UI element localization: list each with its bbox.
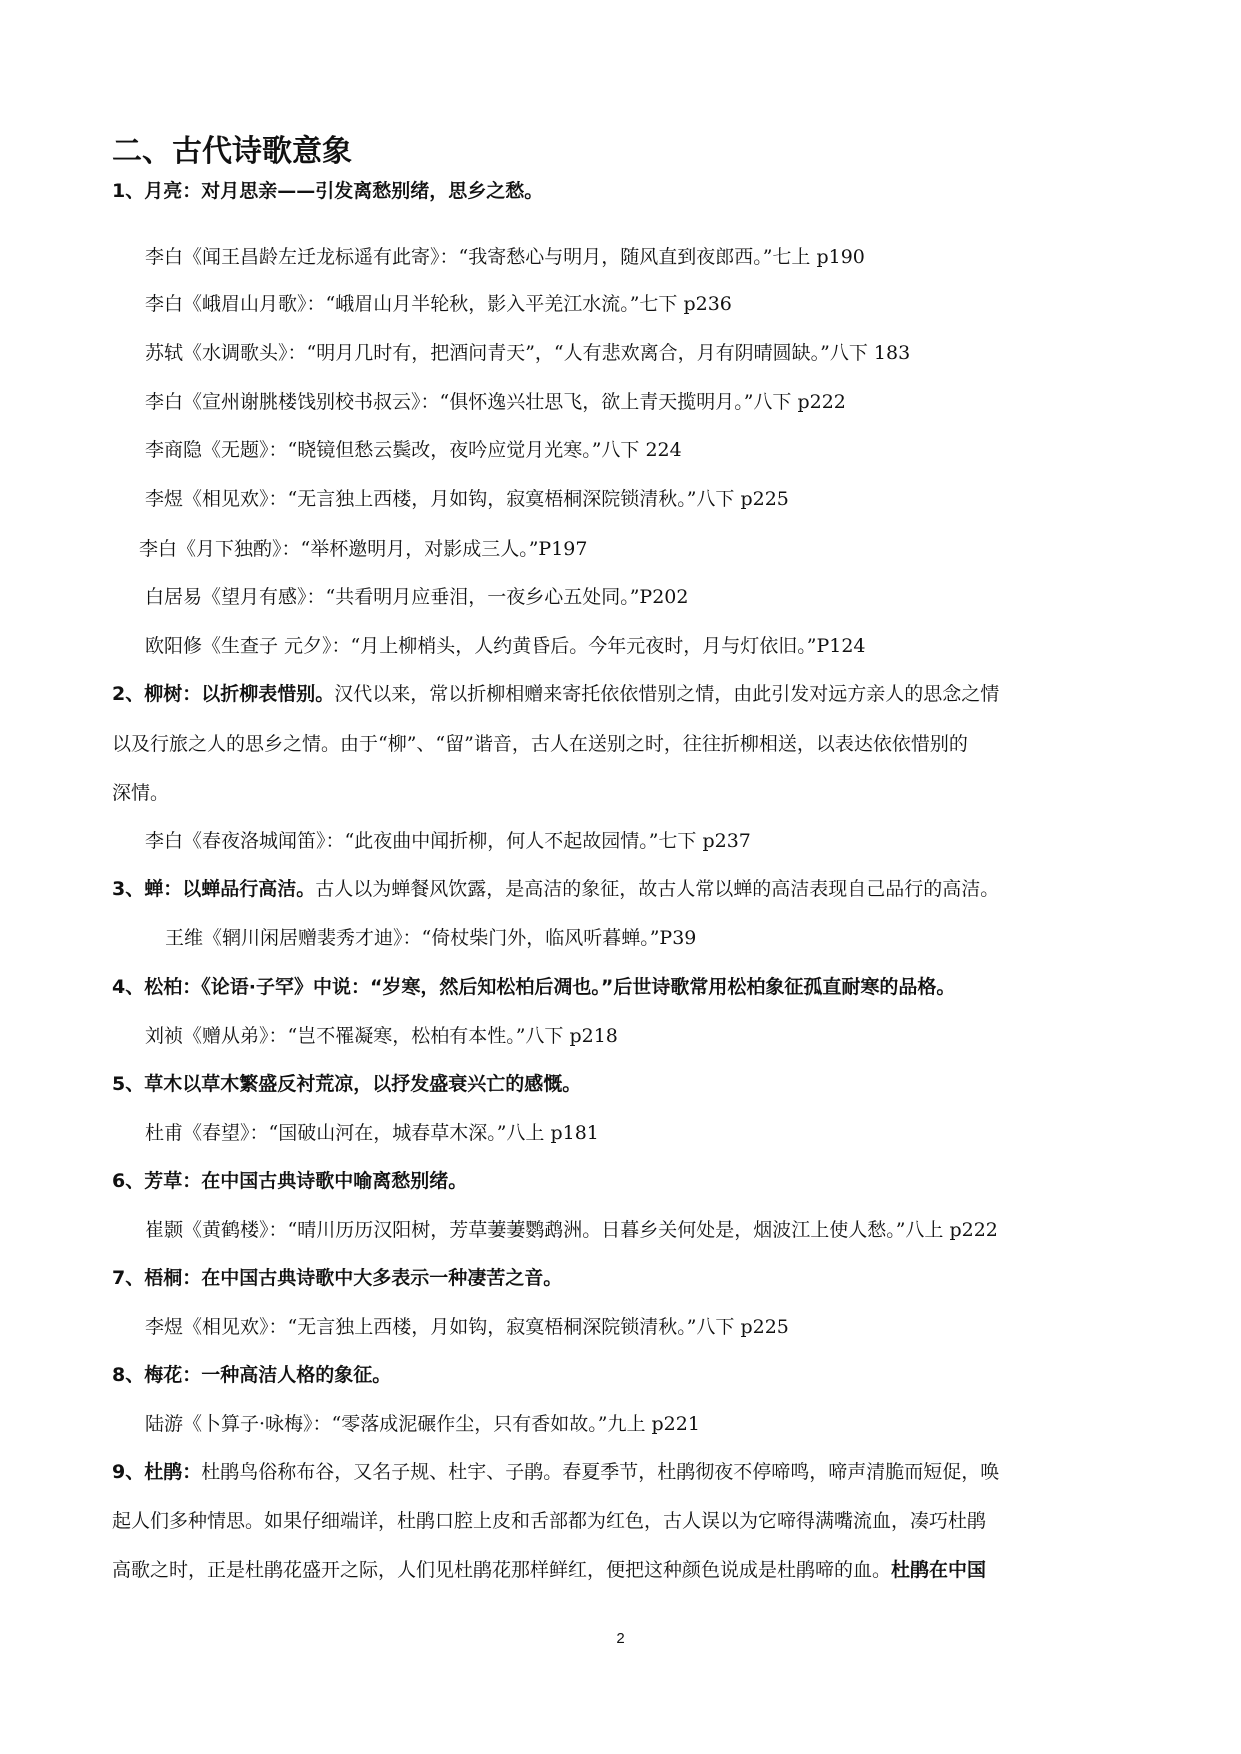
heading-2-willow-text: 汉代以来，常以折柳相赠来寄托依依惜别之情，由此引发对远方亲人的思念之情: [334, 683, 1000, 705]
heading-4-pine: 4、松柏：《论语·子罕》中说：“岁寒，然后知松柏后凋也。”后世诗歌常用松柏象征孤直耐寒的品格。: [112, 976, 956, 998]
quote-line: 苏轼《水调歌头》：“明月几时有，把酒问青天”，“人有悲欢离合，月有阴晴圆缺。”八下 183: [145, 342, 911, 364]
heading-5-grass: 5、草木以草木繁盛反衬荒凉，以抒发盛衰兴亡的感慨。: [112, 1073, 582, 1095]
heading-8-plum: 8、梅花：一种高洁人格的象征。: [112, 1364, 392, 1386]
paragraph-line: [112, 1557, 986, 1583]
heading-6-fragrant-grass: 6、芳草：在中国古典诗歌中喻离愁别绪。: [112, 1170, 468, 1192]
heading-9-cuckoo: [112, 1459, 999, 1485]
quote-line: 李白《峨眉山月歌》：“峨眉山月半轮秋，影入平羌江水流。”七下 p236: [145, 293, 732, 315]
page-number: 2: [616, 1630, 625, 1647]
quote-line: 李煜《相见欢》：“无言独上西楼，月如钩，寂寞梧桐深院锁清秋。”八下 p225: [145, 1316, 789, 1338]
quote-line: 刘祯《赠从弟》：“岂不罹凝寒，松柏有本性。”八下 p218: [145, 1025, 618, 1047]
quote-line: 杜甫《春望》：“国破山河在，城春草木深。”八上 p181: [145, 1122, 599, 1144]
quote-line: 李白《闻王昌龄左迁龙标遥有此寄》：“我寄愁心与明月，随风直到夜郎西。”七上 p190: [145, 246, 865, 268]
heading-2-willow-label: 2、柳树：以折柳表惜别。: [112, 683, 335, 705]
quote-line: 李商隐《无题》：“晓镜但愁云鬓改，夜吟应觉月光寒。”八下 224: [145, 439, 682, 461]
paragraph-line: 以及行旅之人的思乡之情。由于“柳”、“留”谐音，古人在送别之时，往往折柳相送，以表达依依惜别的: [112, 733, 968, 755]
quote-line: 王维《辋川闲居赠裴秀才迪》：“倚杖柴门外，临风听暮蝉。”P39: [165, 927, 697, 949]
heading-9-cuckoo-label: 9、杜鹃：: [112, 1461, 202, 1483]
heading-1-moon: 1、月亮：对月思亲——引发离愁别绪，思乡之愁。: [112, 180, 544, 202]
heading-7-parasol: 7、梧桐：在中国古典诗歌中大多表示一种凄苦之音。: [112, 1267, 563, 1289]
section-title: 二、古代诗歌意象: [112, 134, 352, 169]
quote-line: 李煜《相见欢》：“无言独上西楼，月如钩，寂寞梧桐深院锁清秋。”八下 p225: [145, 488, 789, 510]
paragraph-text: 高歌之时，正是杜鹃花盛开之际，人们见杜鹃花那样鲜红，便把这种颜色说成是杜鹃啼的血。: [112, 1559, 892, 1581]
paragraph-bold-text: 杜鹃在中国: [891, 1559, 987, 1581]
heading-3-cicada-text: 古人以为蝉餐风饮露，是高洁的象征，故古人常以蝉的高洁表现自己品行的高洁。: [315, 878, 1000, 900]
quote-line: 崔颢《黄鹤楼》：“晴川历历汉阳树，芳草萋萋鹦鹉洲。日暮乡关何处是，烟波江上使人愁。”八上 p222: [145, 1219, 998, 1241]
paragraph-line: 深情。: [112, 782, 170, 804]
quote-line: 白居易《望月有感》：“共看明月应垂泪，一夜乡心五处同。”P202: [145, 586, 689, 608]
heading-9-cuckoo-text: 杜鹃鸟俗称布谷，又名子规、杜宇、子鹃。春夏季节，杜鹃彻夜不停啼鸣，啼声清脆而短促，唤: [201, 1461, 1000, 1483]
quote-line: 李白《宣州谢朓楼饯别校书叔云》：“俱怀逸兴壮思飞，欲上青天揽明月。”八下 p222: [145, 391, 846, 413]
heading-3-cicada: [112, 876, 999, 902]
quote-line: 陆游《卜算子·咏梅》：“零落成泥碾作尘，只有香如故。”九上 p221: [145, 1413, 700, 1435]
quote-line: 李白《春夜洛城闻笛》：“此夜曲中闻折柳，何人不起故园情。”七下 p237: [145, 830, 751, 852]
quote-line: 欧阳修《生查子 元夕》：“月上柳梢头，人约黄昏后。今年元夜时，月与灯依旧。”P124: [145, 635, 866, 657]
heading-2-willow: [112, 681, 999, 707]
heading-3-cicada-label: 3、蝉：以蝉品行高洁。: [112, 878, 316, 900]
quote-line: 李白《月下独酌》：“举杯邀明月，对影成三人。”P197: [139, 538, 588, 560]
paragraph-line: 起人们多种情思。如果仔细端详，杜鹃口腔上皮和舌部都为红色，古人误以为它啼得满嘴流血，凑巧杜鹃: [112, 1510, 987, 1532]
